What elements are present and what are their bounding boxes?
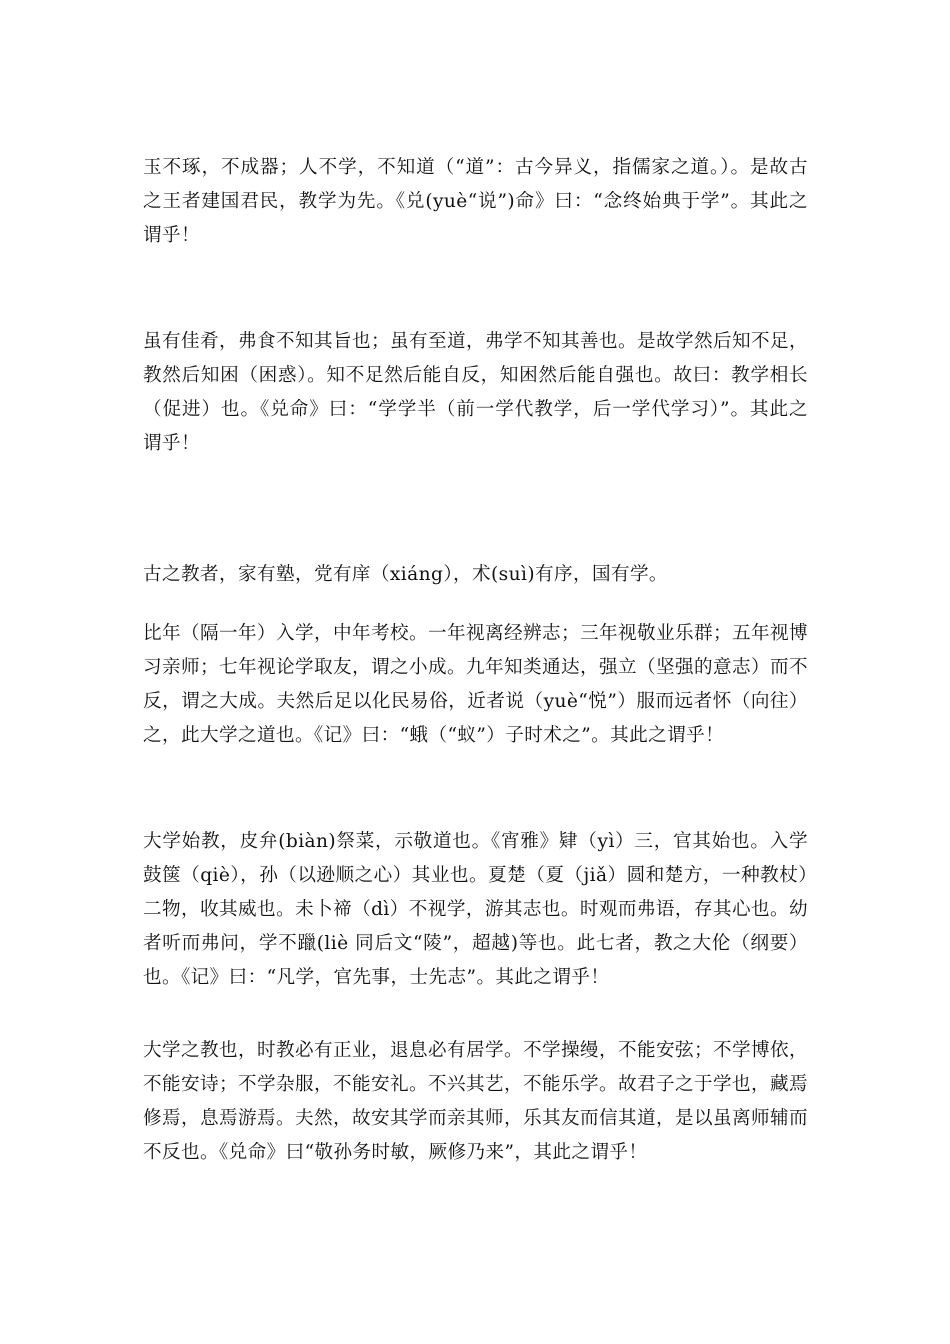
paragraph-5: 大学始教，皮弁(biàn)祭菜，示敬道也。《宵雅》肄（yì）三，官其始也。入学鼓箧（qiè），孙（以逊顺之心）其业也。夏楚（夏（jiǎ）圆和楚方，一种教杖）二物，收其威也。未卜禘（dì）不视学，游其志也。时观而弗语，存其心也。幼者听而弗问，学不躐(liè 同后文“陵”，超越)等也。此七者，教之大伦（纲要）也。《记》曰：“凡学，官先事，士先志”。其此之谓乎！ (143, 831, 808, 988)
paragraph-2: 虽有佳肴，弗食不知其旨也；虽有至道，弗学不知其善也。是故学然后知不足，教然后知困（困惑）。知不足然后能自反，知困然后能自强也。故曰：教学相长（促进）也。《兑命》曰：“学学半（前一学代教学，后一学代学习）”。其此之谓乎！ (143, 331, 808, 454)
paragraph-1: 玉不琢，不成器；人不学，不知道（“道”：古今异义，指儒家之道。）。是故古之王者建国君民，教学为先。《兑(yuè“说”)命》曰：“念终始典于学”。其此之谓乎！ (143, 157, 808, 246)
paragraph-6: 大学之教也，时教必有正业，退息必有居学。不学操缦，不能安弦；不学博依，不能安诗；不学杂服，不能安礼。不兴其艺，不能乐学。故君子之于学也，藏焉修焉，息焉游焉。夫然，故安其学而亲其师，乐其友而信其道，是以虽离师辅而不反也。《兑命》曰“敬孙务时敏，厥修乃来”，其此之谓乎！ (143, 1040, 808, 1163)
paragraph-4: 比年（隔一年）入学，中年考校。一年视离经辨志；三年视敬业乐群；五年视博习亲师；七年视论学取友，谓之小成。九年知类通达，强立（坚强的意志）而不反，谓之大成。夫然后足以化民易俗，近者说（yuè“悦”）服而远者怀（向往）之，此大学之道也。《记》曰：“蛾（“蚁”）子时术之”。其此之谓乎！ (143, 623, 808, 746)
paragraph-3: 古之教者，家有塾，党有庠（xiáng），术(suì)有序，国有学。 (143, 564, 668, 585)
